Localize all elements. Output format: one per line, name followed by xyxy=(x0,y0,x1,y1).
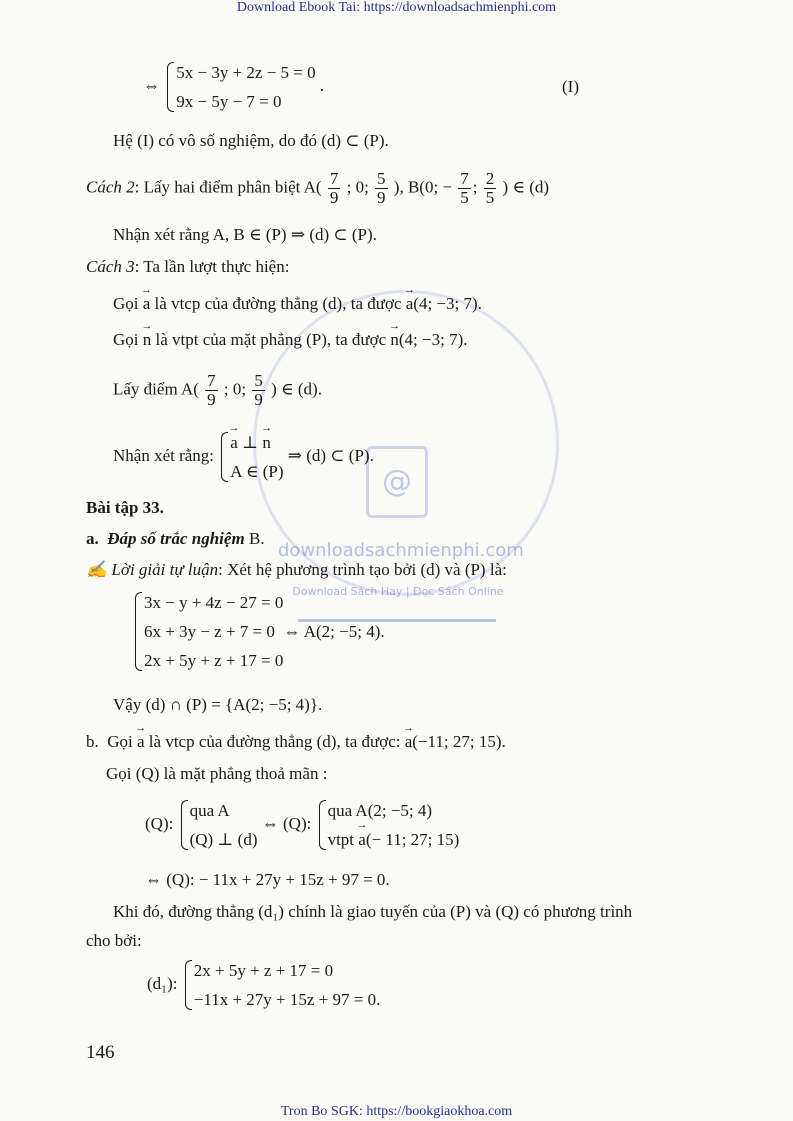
page-footer-link[interactable]: Tron Bo SGK: https://bookgiaokhoa.com xyxy=(280,1104,513,1119)
system-brace: 5x − 3y + 2z − 5 = 0 9x − 5y − 7 = 0 xyxy=(164,58,315,116)
text-line: cho bởi: xyxy=(86,931,142,950)
system-II xyxy=(132,588,385,675)
fraction: $\frac{7}{9}$ xyxy=(207,371,216,409)
fraction: $\frac{7}{5}$ xyxy=(460,169,469,207)
vtcp-line: Gọi → a là vtcp của đường thẳng (d), ta được → a(4; −3; 7). xyxy=(113,293,482,315)
page-header-link[interactable]: Download Ebook Tai: https://downloadsachmienphi.com xyxy=(236,0,557,15)
system-I: ⇔ 5x − 3y + 2z − 5 = 0 9x − 5y − 7 = 0 . xyxy=(143,58,324,116)
system-brace: qua A (Q) ⊥ (d) xyxy=(178,796,258,854)
text-line: Vậy (d) ∩ (P) = {A(2; −5; 4)}. xyxy=(113,695,323,714)
vtpt-line: Gọi → n là vtpt của mặt phẳng (P), ta được → n(4; −3; 7). xyxy=(113,329,468,351)
system-brace: 3x − y + 4z − 27 = 0 6x + 3y − z + 7 = 0 ⇔ A(2; −5; 4). 2x + 5y + z + 17 = 0 xyxy=(132,588,385,675)
line-d1-system: (d₁): 2x + 5y + z + 17 = 0 −11x + 27y + 15z + 97 = 0. xyxy=(147,956,380,1014)
fraction: $\frac{7}{9}$ xyxy=(329,169,339,207)
system-brace: 2x + 5y + z + 17 = 0 −11x + 27y + 15z + 97 = 0. xyxy=(182,956,381,1014)
notebook-at-icon: @ xyxy=(366,446,428,518)
cach2-line: Cách 2: Lấy hai điểm phân biệt A( $\frac{7}{9}$ ; 0; $\frac{5}{9}$ ), B(0; − $\frac{7}{5}$ ; $\frac{2}{5}$ ) ∈ (d) xyxy=(86,169,550,207)
text-line: Gọi (Q) là mặt phẳng thoả mãn : xyxy=(106,764,328,783)
watermark-tagline: Download Sách Hay | Đọc Sách Online xyxy=(292,585,504,598)
text-line: Khi đó, đường thẳng (d₁) chính là giao tuyến của (P) và (Q) có phương trình xyxy=(113,902,633,921)
plane-Q-equation: ⇔ (Q): − 11x + 27y + 15z + 97 = 0. xyxy=(145,870,390,889)
part-b-line: b. Gọi → a là vtcp của đường thẳng (d), ta được: → a(−11; 27; 15). xyxy=(86,731,506,753)
plane-Q-system: (Q): qua A (Q) ⊥ (d) ⇔ (Q): qua A(2; −5; 4) vtpt → a(− 11; 27; 15) xyxy=(145,796,459,854)
system-brace: → a ⊥ → n A ∈ (P) xyxy=(218,428,283,486)
watermark-site: downloadsachmienphi.com xyxy=(278,540,524,561)
cach3-line: Cách 3: Ta lần lượt thực hiện: xyxy=(86,257,290,276)
fraction: $\frac{5}{9}$ xyxy=(377,169,386,207)
text-line: Nhận xét rằng A, B ∈ (P) ⇒ (d) ⊂ (P). xyxy=(113,225,377,244)
exercise-title: Bài tập 33. xyxy=(86,498,164,517)
answer-line: a. Đáp số trắc nghiệm B. xyxy=(86,529,265,548)
solution-line: ✍ Lời giải tự luận: Xét hệ phương trình tạo bởi (d) và (P) là: xyxy=(86,560,507,579)
nhanxet2-line: Nhận xét rằng: → a ⊥ → n A ∈ (P) ⇒ (d) ⊂ (P). xyxy=(113,428,374,486)
system-label: (I) xyxy=(562,77,579,96)
point-line: Lấy điểm A( $\frac{7}{9}$ ; 0; $\frac{5}{9}$ ) ∈ (d). xyxy=(113,371,322,409)
page-number: 146 xyxy=(86,1042,115,1063)
fraction: $\frac{5}{9}$ xyxy=(254,371,263,409)
text-line: Hệ (I) có vô số nghiệm, do đó (d) ⊂ (P). xyxy=(113,131,389,150)
system-brace: qua A(2; −5; 4) vtpt → a(− 11; 27; 15) xyxy=(316,796,460,854)
fraction: $\frac{2}{5}$ xyxy=(485,169,495,207)
